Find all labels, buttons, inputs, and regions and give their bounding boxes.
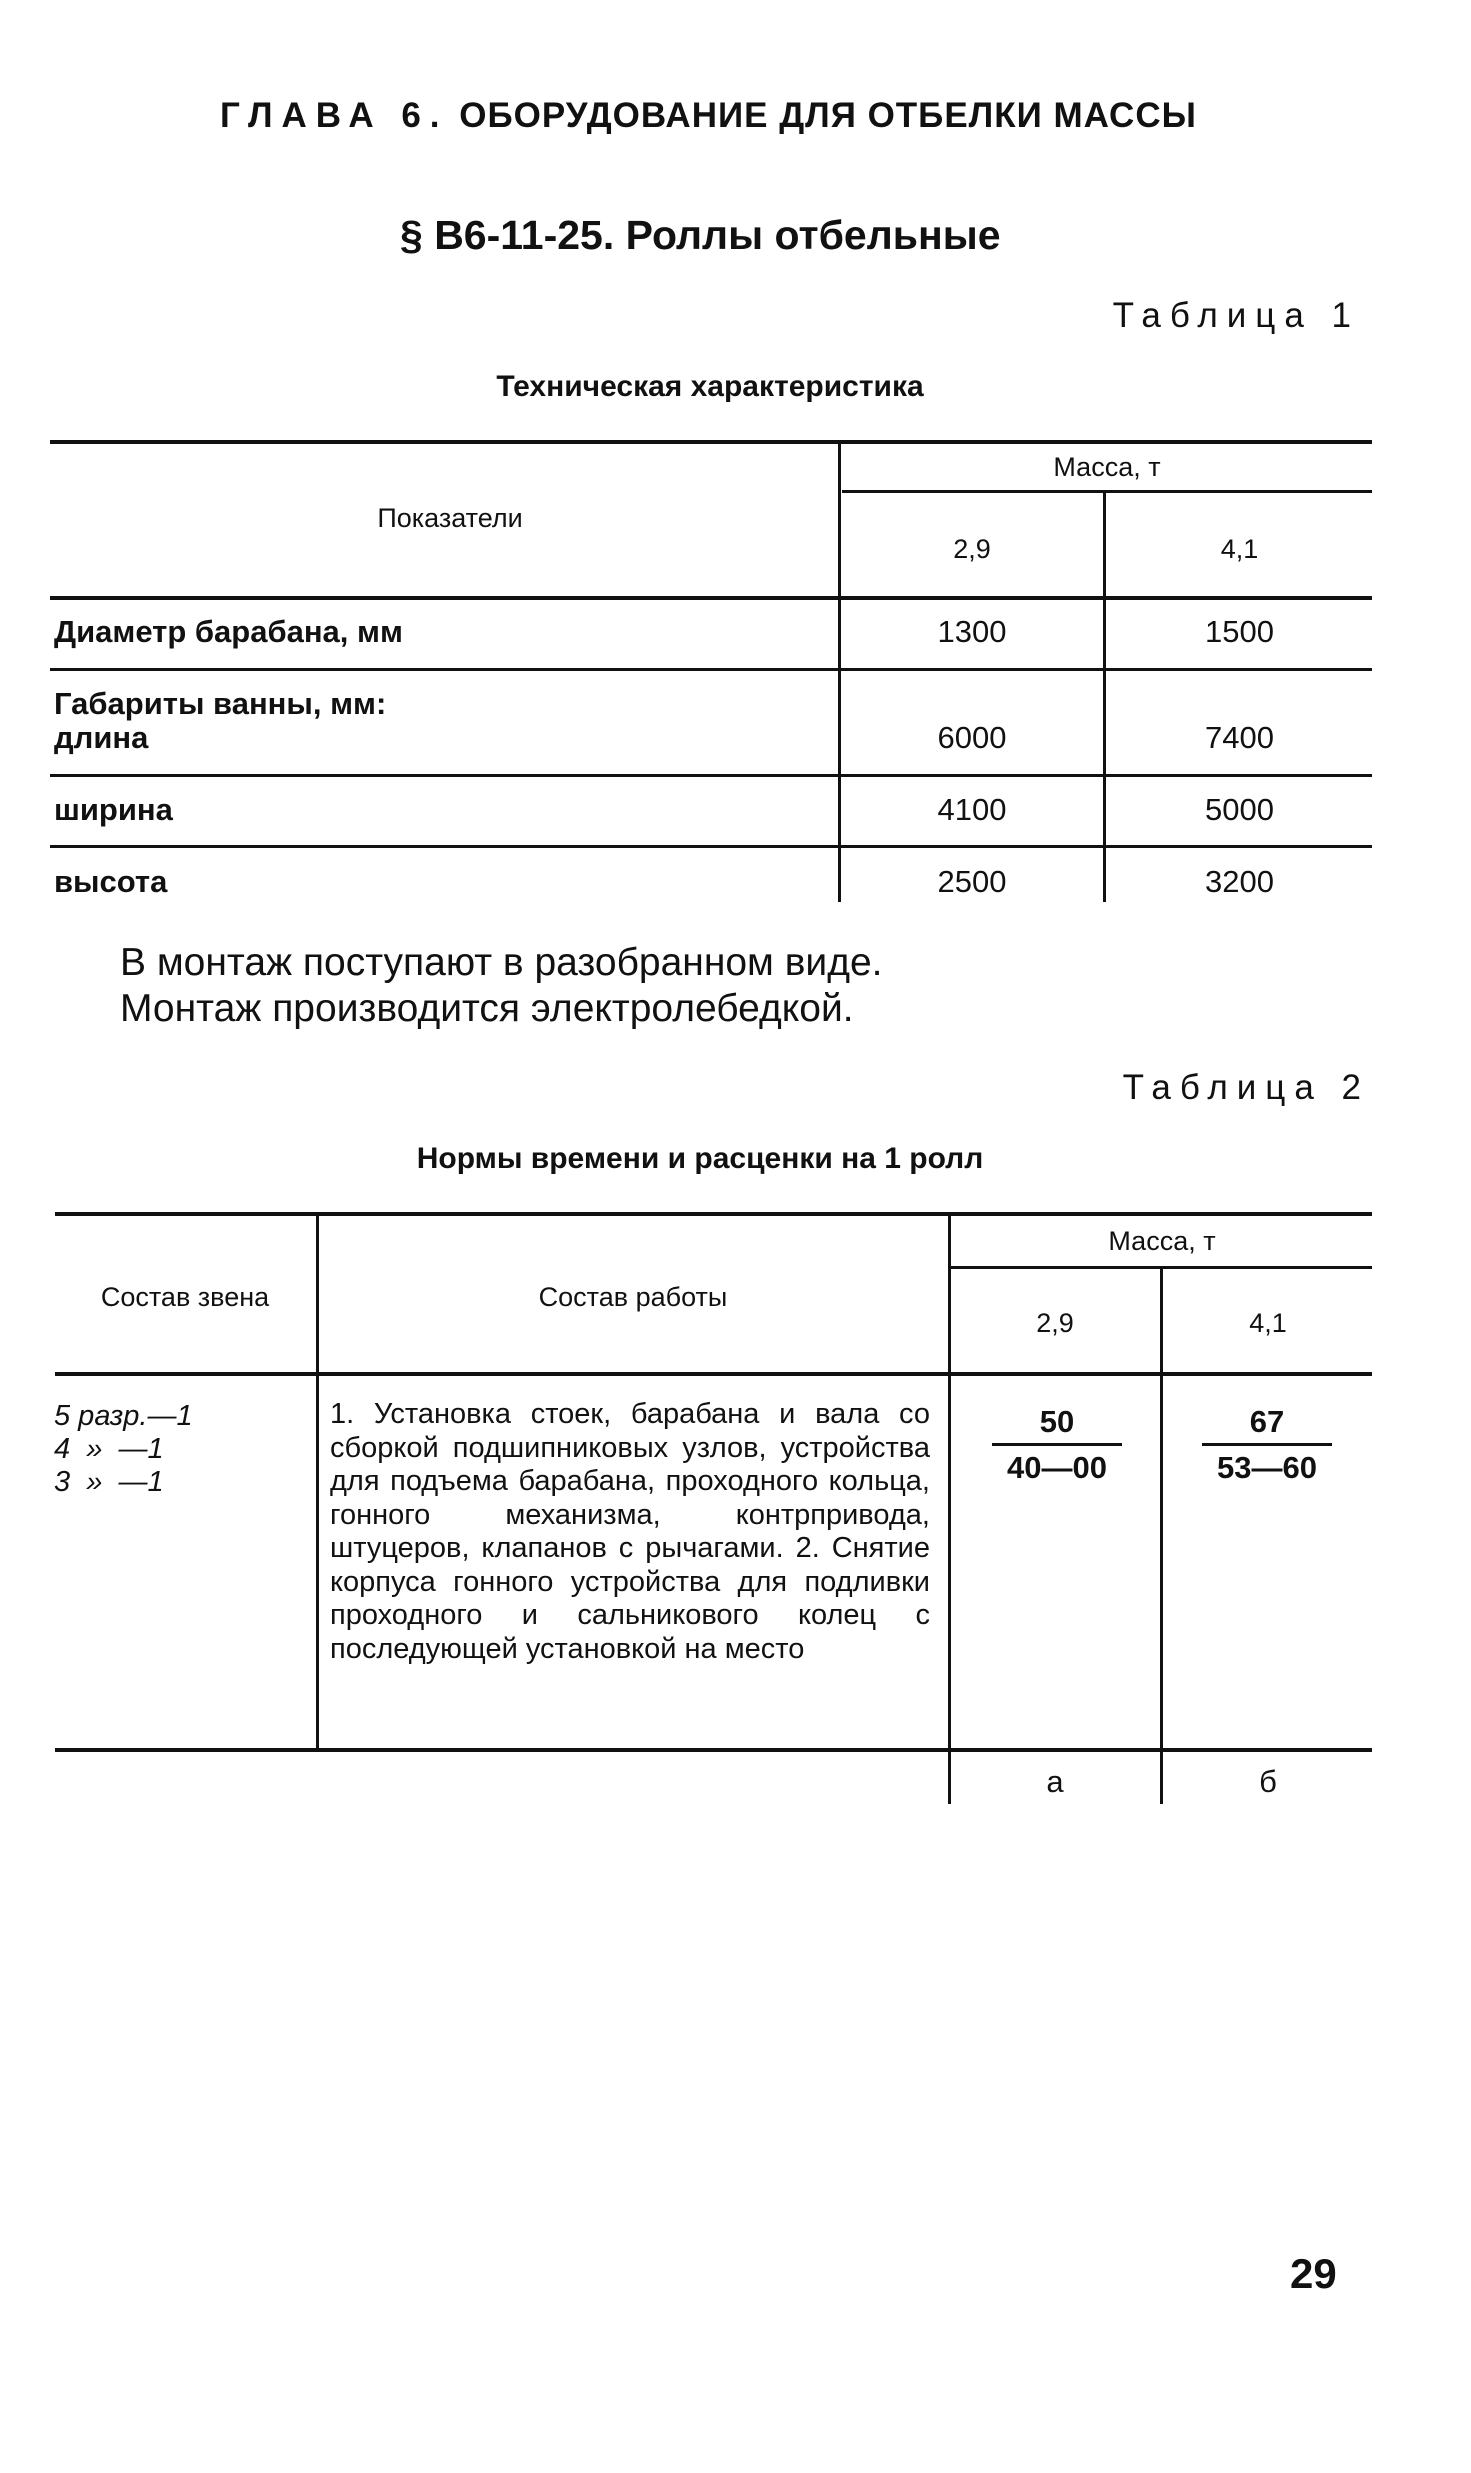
table1-col-rule — [838, 442, 841, 902]
table1-cell: 2500 — [937, 864, 1007, 899]
table2-header-work: Состав работы — [538, 1282, 728, 1312]
table1-cell: 5000 — [1205, 792, 1274, 827]
table1-cell: 1500 — [1205, 614, 1274, 649]
table1-row-rule — [50, 774, 1372, 777]
table2-label: Таблица 2 — [1122, 1068, 1370, 1107]
crew-line: 4 » —1 — [54, 1433, 164, 1465]
table2-header-crew: Состав звена — [100, 1282, 270, 1312]
chapter-title: ОБОРУДОВАНИЕ ДЛЯ ОТБЕЛКИ МАССЫ — [448, 96, 1197, 135]
chapter-heading — [220, 96, 1220, 136]
norm-fraction — [992, 1404, 1122, 1486]
table1-cell: 6000 — [937, 720, 1007, 755]
table2-col-rule — [1160, 1268, 1163, 1804]
table1-mass-rule — [842, 490, 1372, 493]
table1-header-rule — [50, 596, 1372, 600]
table1-row-label: ширина — [54, 792, 173, 827]
norm-time: 67 — [1202, 1404, 1332, 1446]
table2-header-mass-col: 2,9 — [1036, 1308, 1074, 1338]
paragraph-line: Монтаж производится электролебедкой. — [120, 987, 854, 1030]
table1-row-label: Диаметр барабана, мм — [54, 614, 403, 649]
section-heading: § В6-11-25. Роллы отбельные — [400, 212, 1001, 258]
table1-row-label: длина — [54, 720, 149, 755]
norm-time: 50 — [992, 1404, 1122, 1446]
table1-top-rule — [50, 440, 1372, 444]
table2-footer-col: б — [1259, 1764, 1277, 1799]
table1-cell: 4100 — [937, 792, 1007, 827]
table1-row-label: Габариты ванны, мм: — [54, 686, 387, 721]
work-description: 1. Установка стоек, барабана и вала со сборкой подшипниковых узлов, устройства для подъема барабана, проходного кольца, гонного механизма, контрпривода, штуцеров, клапанов с рычагами. 2. Снятие корпуса гонного устройства для подливки проходного и сальникового колец с последующей установкой на место — [330, 1398, 930, 1665]
table1-row-rule — [50, 668, 1372, 671]
norm-price: 53—60 — [1217, 1450, 1317, 1485]
table1-cell: 7400 — [1205, 720, 1274, 755]
table1-header-mass: Масса, т — [1053, 452, 1161, 482]
crew-line: 5 разр.—1 — [54, 1400, 193, 1432]
table2-header-mass: Масса, т — [1108, 1226, 1216, 1256]
table2-bottom-rule — [55, 1748, 1372, 1752]
table1-col-rule — [1103, 492, 1106, 902]
table1-header-mass-col: 2,9 — [953, 534, 991, 564]
table2-top-rule — [55, 1212, 1372, 1216]
page-number: 29 — [1290, 2250, 1337, 2297]
table2-footer-col: а — [1046, 1764, 1064, 1799]
table1-header-indicators: Показатели — [377, 503, 523, 533]
table2-col-rule — [948, 1214, 951, 1804]
crew-line: 3 » —1 — [54, 1466, 164, 1498]
table1-row-rule — [50, 845, 1372, 848]
table1-row-label: высота — [54, 864, 168, 899]
table2-col-rule — [316, 1214, 319, 1750]
table2-header-rule — [55, 1372, 1372, 1376]
table1-label: Таблица 1 — [1112, 296, 1360, 335]
norm-fraction — [1202, 1404, 1332, 1486]
paragraph-line: В монтаж поступают в разобранном виде. — [120, 941, 883, 984]
table1-header-mass-col: 4,1 — [1220, 534, 1259, 564]
table1-cell: 3200 — [1205, 864, 1274, 899]
chapter-prefix: ГЛАВА 6. — [220, 96, 449, 135]
norm-price: 40—00 — [1007, 1450, 1107, 1485]
table2-caption: Нормы времени и расценки на 1 ролл — [416, 1142, 984, 1175]
table1-caption: Техническая характеристика — [496, 370, 924, 403]
table1-cell: 1300 — [937, 614, 1007, 649]
table2-header-mass-col: 4,1 — [1249, 1308, 1287, 1338]
